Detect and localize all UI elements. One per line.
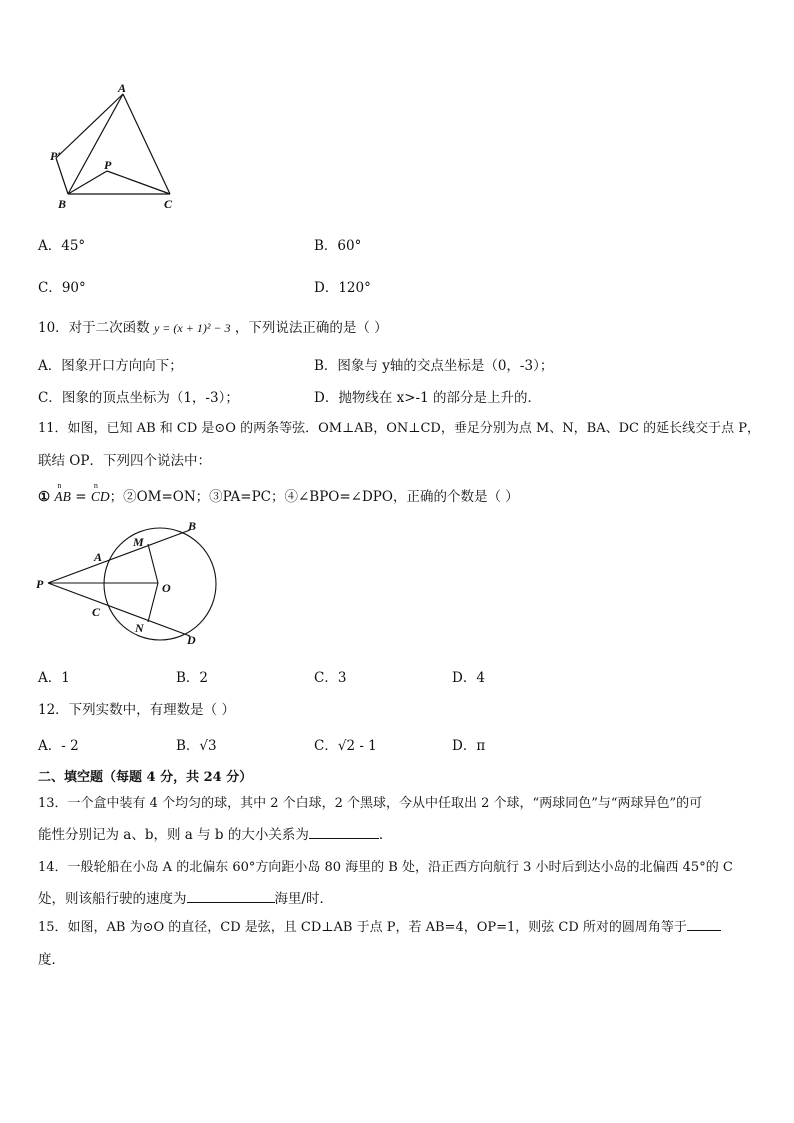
q13-line2: 能性分别记为 a、b，则 a 与 b 的大小关系为 ．: [38, 827, 393, 843]
q10-formula: y = (x + 1)² − 3: [153, 321, 231, 335]
fig11-label-A: A: [94, 550, 103, 564]
answer-blank[interactable]: [187, 890, 275, 903]
q10-option-a: A．图象开口方向向下；: [38, 358, 183, 374]
fig11-label-D: D: [187, 633, 196, 647]
q9-option-a: A．45°: [38, 238, 86, 254]
answer-blank[interactable]: [687, 918, 721, 931]
label-B: B: [58, 197, 67, 211]
section-title: 二、填空题（每题 4 分，共 24 分）: [38, 770, 253, 785]
label-P-prime: P′: [50, 149, 61, 163]
q9-option-d: D．120°: [314, 280, 371, 296]
fig11-label-B: B: [188, 519, 197, 533]
q9-option-b: B．60°: [314, 238, 362, 254]
q10-option-b: B．图象与 y轴的交点坐标是（0，-3）；: [314, 358, 554, 374]
q11-option-d: D．4: [452, 670, 485, 686]
q12-stem: 12．下列实数中，有理数是（ ）: [38, 702, 235, 718]
triangle-rotation-figure: [40, 80, 200, 215]
q10-stem: 10．对于二次函数 y = (x + 1)² − 3 ，下列说法正确的是（ ）: [38, 320, 388, 336]
q14-line2: 处，则该船行驶的速度为 海里/时．: [38, 891, 334, 907]
q12-option-b: B．√3: [176, 738, 217, 754]
label-C: C: [164, 197, 173, 211]
q15-line2: 度．: [38, 952, 65, 968]
q13-line1: 13．一个盒中装有 4 个均匀的球，其中 2 个白球，2 个黑球，今从中任取出 2 个球，“两球同色”与“两球异色”的可: [38, 796, 703, 811]
q15-line1: 15．如图，AB 为⊙O 的直径，CD 是弦，且 CD⊥AB 于点 P，若 AB=4，OP=1，则弦 CD 所对的圆周角等于: [38, 916, 721, 935]
q11-option-c: C．3: [314, 670, 347, 686]
q12-option-d: D．π: [452, 738, 486, 754]
q12-option-a: A．- 2: [38, 738, 79, 754]
q11-option-b: B．2: [176, 670, 209, 686]
q12-option-c: C．√2 - 1: [314, 738, 377, 754]
label-A: A: [118, 81, 127, 95]
answer-blank[interactable]: [309, 826, 379, 839]
label-P: P: [104, 158, 112, 172]
arc-cd: n CD: [90, 481, 110, 504]
q9-option-c: C．90°: [38, 280, 86, 296]
arc-ab: n AB: [54, 481, 71, 504]
q10-option-c: C．图象的顶点坐标为（1，-3）；: [38, 390, 239, 406]
q10-option-d: D．抛物线在 x>-1 的部分是上升的．: [314, 390, 541, 406]
fig11-label-M: M: [133, 535, 144, 549]
q14-line1: 14．一般轮船在小岛 A 的北偏东 60°方向距小岛 80 海里的 B 处，沿正西方向航行 3 小时后到达小岛的北偏西 45°的 C: [38, 860, 733, 875]
q11-line2: 联结 OP．下列四个说法中：: [38, 453, 211, 469]
fig11-label-O: O: [162, 581, 171, 595]
fig11-label-P: P: [36, 577, 44, 591]
fig11-label-N: N: [135, 621, 144, 635]
circle-chords-figure: [30, 518, 220, 650]
q11-option-a: A．1: [38, 670, 70, 686]
q11-line1: 11．如图，已知 AB 和 CD 是⊙O 的两条等弦．OM⊥AB，ON⊥CD，垂足分别为点 M、N，BA、DC 的延长线交于点 P，: [38, 421, 760, 436]
fig11-label-C: C: [92, 605, 101, 619]
q11-statements: ① n AB = n CD；②OM=ON；③PA=PC；④∠BPO=∠DPO，正确的个数是（ ）: [38, 481, 519, 505]
